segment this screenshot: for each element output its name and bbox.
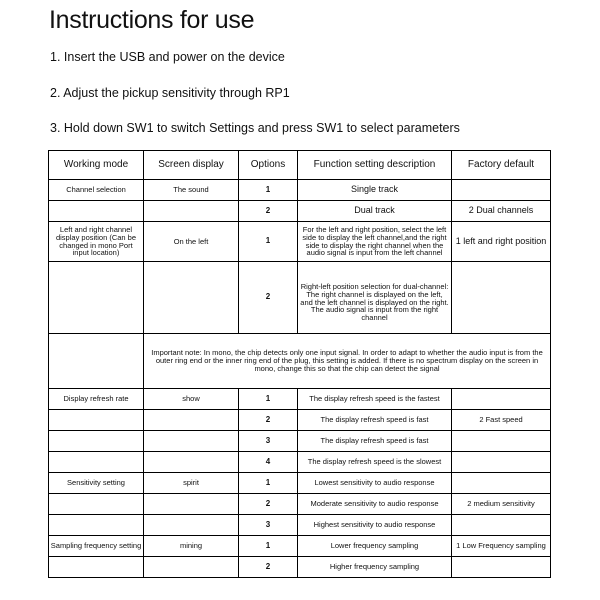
default-cell: [452, 473, 551, 494]
header-screen-display: Screen display: [144, 151, 239, 180]
table-row: [49, 410, 551, 431]
screen-cell: show: [144, 389, 239, 410]
option-cell: 2: [239, 494, 298, 515]
mode-cell: Left and right channel display position (Can be changed in mono Port input location): [49, 222, 144, 262]
default-cell: [452, 431, 551, 452]
option-cell: 4: [239, 452, 298, 473]
header-working-mode: Working mode: [49, 151, 144, 180]
header-factory-default: Factory default: [452, 151, 551, 180]
description-cell: For the left and right position, select the left side to display the left channel,and the right side to display the right channel when the audio signal is input from the left channel: [298, 222, 452, 262]
screen-cell: The sound: [144, 180, 239, 201]
option-cell: 2: [239, 201, 298, 222]
step-1: 1. Insert the USB and power on the device: [50, 50, 285, 64]
description-cell: Highest sensitivity to audio response: [298, 515, 452, 536]
mode-cell: [49, 334, 144, 389]
option-cell: 1: [239, 536, 298, 557]
description-cell: Right-left position selection for dual-channel: The right channel is displayed on the left, and the left channel is displayed on the right. The audio signal is input from the right channel: [298, 262, 452, 334]
table-row: [49, 557, 551, 578]
header-options: Options: [239, 151, 298, 180]
table-row: [49, 473, 551, 494]
description-cell: The display refresh speed is the fastest: [298, 389, 452, 410]
mode-cell: [49, 201, 144, 222]
mode-cell: Sensitivity setting: [49, 473, 144, 494]
mode-cell: Display refresh rate: [49, 389, 144, 410]
description-cell: The display refresh speed is fast: [298, 431, 452, 452]
description-cell: Moderate sensitivity to audio response: [298, 494, 452, 515]
page-title: Instructions for use: [49, 6, 255, 34]
default-cell: [452, 262, 551, 334]
settings-table: [48, 150, 551, 578]
screen-cell: [144, 431, 239, 452]
mode-cell: [49, 515, 144, 536]
description-cell: The display refresh speed is the slowest: [298, 452, 452, 473]
mode-cell: [49, 494, 144, 515]
description-cell: Dual track: [298, 201, 452, 222]
table-row: [49, 389, 551, 410]
option-cell: 3: [239, 431, 298, 452]
table-row: [49, 515, 551, 536]
table-header-row: [49, 151, 551, 180]
screen-cell: On the left: [144, 222, 239, 262]
description-cell: Lower frequency sampling: [298, 536, 452, 557]
default-cell: [452, 389, 551, 410]
default-cell: 2 Fast speed: [452, 410, 551, 431]
table-row: [49, 222, 551, 262]
default-cell: 2 medium sensitivity: [452, 494, 551, 515]
screen-cell: [144, 515, 239, 536]
default-cell: 1 Low Frequency sampling: [452, 536, 551, 557]
default-cell: [452, 452, 551, 473]
description-cell: Single track: [298, 180, 452, 201]
screen-cell: [144, 557, 239, 578]
step-2: 2. Adjust the pickup sensitivity through RP1: [50, 86, 290, 100]
option-cell: 1: [239, 473, 298, 494]
header-function-description: Function setting description: [298, 151, 452, 180]
option-cell: 3: [239, 515, 298, 536]
option-cell: 1: [239, 222, 298, 262]
default-cell: [452, 180, 551, 201]
description-cell: Higher frequency sampling: [298, 557, 452, 578]
table-row: [49, 536, 551, 557]
default-cell: 1 left and right position: [452, 222, 551, 262]
screen-cell: [144, 410, 239, 431]
screen-cell: [144, 201, 239, 222]
screen-cell: [144, 452, 239, 473]
step-3: 3. Hold down SW1 to switch Settings and press SW1 to select parameters: [50, 121, 460, 135]
table-row: [49, 334, 551, 389]
screen-cell: spirit: [144, 473, 239, 494]
default-cell: [452, 515, 551, 536]
important-note: Important note: In mono, the chip detects only one input signal. In order to adapt to whether the audio input is from the outer ring end or the inner ring end of the plug, this setting is added. If there is no spectrum display on the screen in mono, change this so that the chip can detect the signal: [144, 334, 551, 389]
option-cell: 2: [239, 410, 298, 431]
description-cell: The display refresh speed is fast: [298, 410, 452, 431]
option-cell: 2: [239, 262, 298, 334]
option-cell: 1: [239, 389, 298, 410]
mode-cell: [49, 452, 144, 473]
screen-cell: [144, 262, 239, 334]
mode-cell: [49, 431, 144, 452]
mode-cell: [49, 410, 144, 431]
default-cell: 2 Dual channels: [452, 201, 551, 222]
screen-cell: mining: [144, 536, 239, 557]
mode-cell: [49, 557, 144, 578]
table-row: [49, 180, 551, 201]
table-row: [49, 201, 551, 222]
mode-cell: Channel selection: [49, 180, 144, 201]
mode-cell: Sampling frequency setting: [49, 536, 144, 557]
table-row: [49, 494, 551, 515]
option-cell: 1: [239, 180, 298, 201]
table-row: [49, 452, 551, 473]
description-cell: Lowest sensitivity to audio response: [298, 473, 452, 494]
mode-cell: [49, 262, 144, 334]
table-row: [49, 431, 551, 452]
default-cell: [452, 557, 551, 578]
table-row: [49, 262, 551, 334]
screen-cell: [144, 494, 239, 515]
option-cell: 2: [239, 557, 298, 578]
